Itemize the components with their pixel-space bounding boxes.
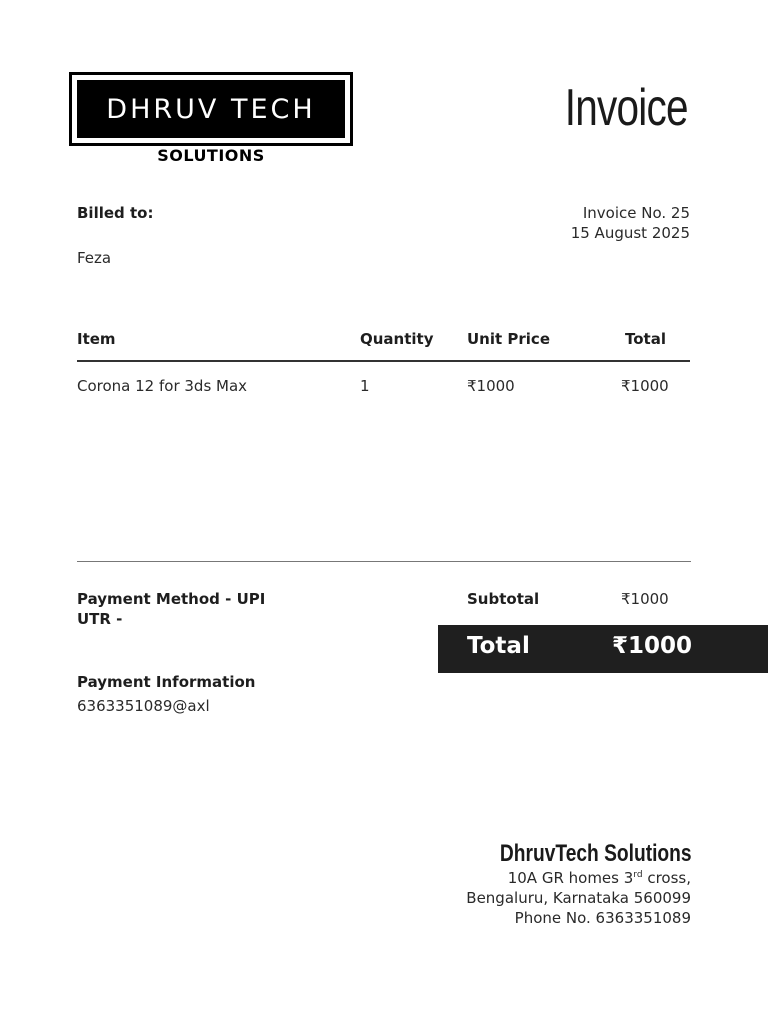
column-header-total: Total <box>625 330 666 348</box>
column-header-quantity: Quantity <box>360 330 434 348</box>
logo-subtitle: SOLUTIONS <box>157 146 265 165</box>
subtotal-label: Subtotal <box>467 590 540 608</box>
table-cell-quantity: 1 <box>360 377 370 395</box>
total-value: ₹1000 <box>612 633 693 659</box>
subtotal-value: ₹1000 <box>621 590 669 608</box>
company-address-line-2: Bengaluru, Karnataka 560099 <box>466 889 691 907</box>
table-footer-divider <box>77 561 691 562</box>
total-label: Total <box>467 633 530 659</box>
address-line-1-end: cross, <box>642 869 691 887</box>
company-address-line-1 <box>508 869 691 887</box>
payment-method: Payment Method - UPI <box>77 590 266 608</box>
column-header-unit-price: Unit Price <box>467 330 550 348</box>
company-logo <box>69 72 353 146</box>
table-cell-total: ₹1000 <box>621 377 669 395</box>
payment-info-label: Payment Information <box>77 673 256 691</box>
page-title: Invoice <box>564 79 688 137</box>
company-name: DhruvTech Solutions <box>500 840 692 867</box>
company-phone: Phone No. 6363351089 <box>514 909 691 927</box>
invoice-date: 15 August 2025 <box>570 224 690 242</box>
column-header-item: Item <box>77 330 116 348</box>
logo-wordmark: DHRUV TECH <box>77 80 345 138</box>
utr-label: UTR - <box>77 610 123 628</box>
billed-to-label: Billed to: <box>77 204 154 222</box>
billed-to-name: Feza <box>77 249 112 267</box>
address-ordinal-suffix: rd <box>633 870 643 880</box>
address-line-1-text: 10A GR homes 3 <box>507 869 634 887</box>
table-cell-item: Corona 12 for 3ds Max <box>77 377 248 395</box>
table-cell-unit-price: ₹1000 <box>467 377 515 395</box>
payment-info-value: 6363351089@axl <box>77 697 210 715</box>
invoice-number: Invoice No. 25 <box>582 204 690 222</box>
table-header-divider <box>77 360 690 362</box>
